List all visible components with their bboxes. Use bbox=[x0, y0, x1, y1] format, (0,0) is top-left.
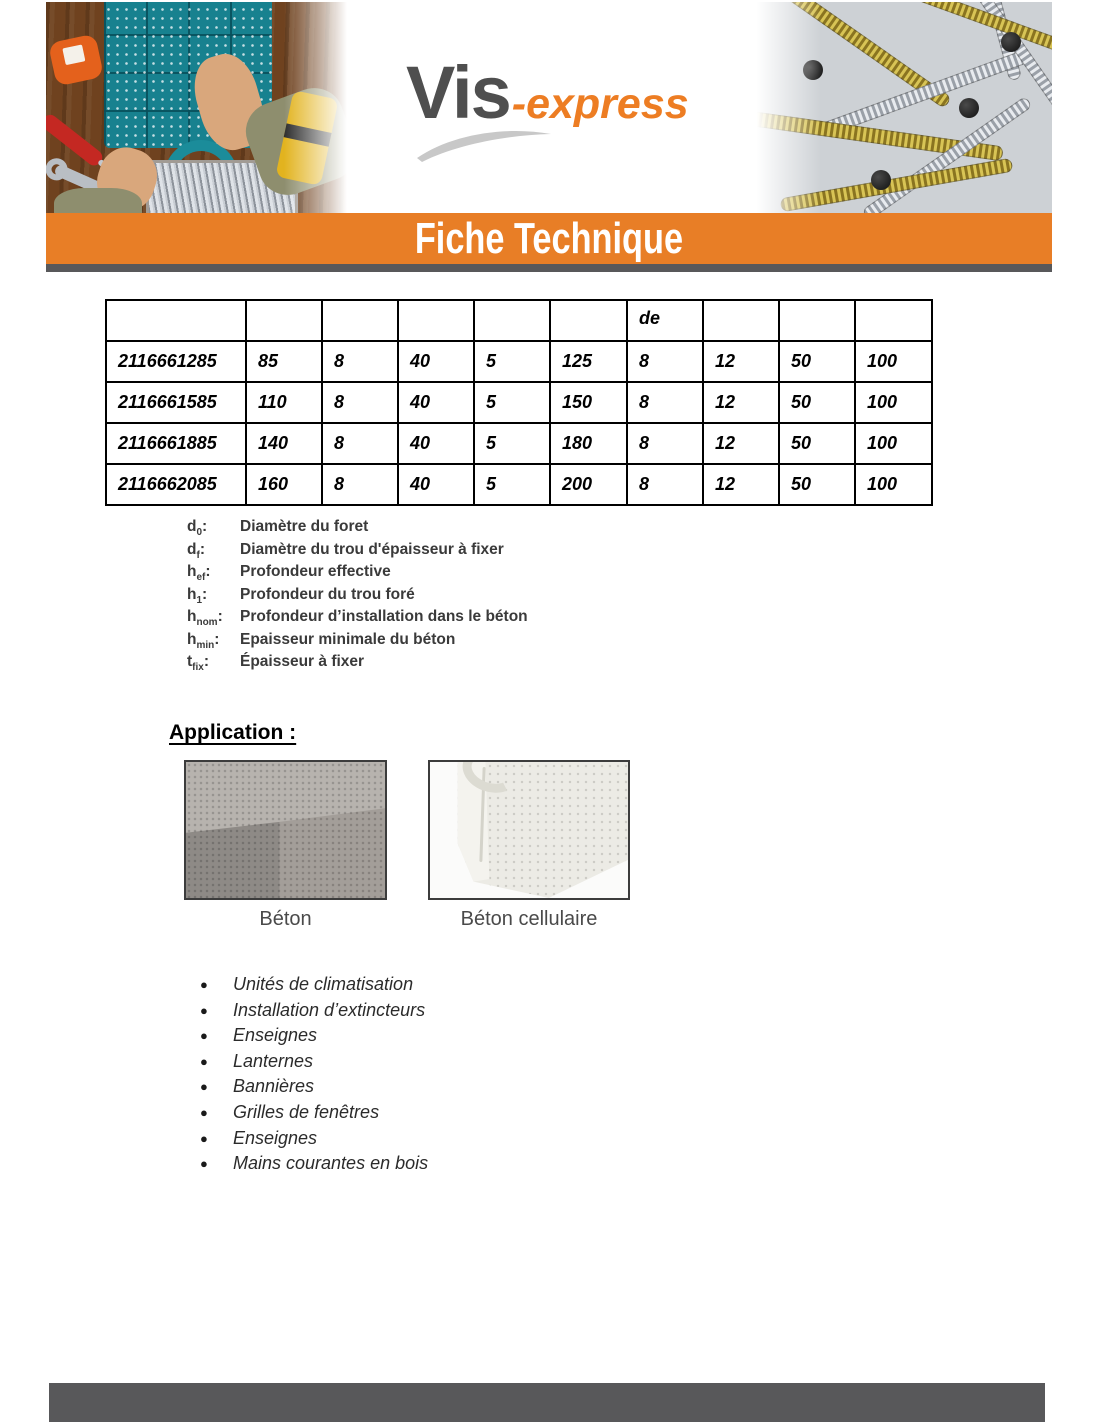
list-item: ● Bannières bbox=[196, 1074, 428, 1100]
table-cell: 40 bbox=[398, 382, 474, 423]
legend-item bbox=[187, 653, 528, 676]
screws-photo bbox=[751, 2, 1052, 213]
table-cell: 40 bbox=[398, 464, 474, 505]
legend-description: Diamètre du trou d'épaisseur à fixer bbox=[240, 540, 504, 558]
screw-head bbox=[959, 98, 979, 118]
table-cell: 8 bbox=[322, 382, 398, 423]
table-cell bbox=[106, 300, 246, 341]
legend-symbol: $h_{nom}$: bbox=[187, 608, 223, 629]
table-row bbox=[106, 341, 932, 382]
table-cell bbox=[550, 300, 627, 341]
table-cell: 12 bbox=[703, 382, 779, 423]
table-cell: 5 bbox=[474, 423, 550, 464]
legend-item bbox=[187, 563, 528, 586]
table-cell: 8 bbox=[322, 464, 398, 505]
screw-head bbox=[1001, 32, 1021, 52]
table-cell: 100 bbox=[855, 423, 932, 464]
vis-express-logo bbox=[354, 0, 751, 213]
table-cell bbox=[322, 300, 398, 341]
table-cell: 8 bbox=[627, 341, 703, 382]
beton-caption: Béton bbox=[259, 908, 312, 930]
table-cell bbox=[779, 300, 855, 341]
legend-item bbox=[187, 518, 528, 541]
tape-measure bbox=[48, 33, 104, 86]
table-cell: 50 bbox=[779, 382, 855, 423]
legend-description: Épaisseur à fixer bbox=[240, 653, 365, 670]
table-cell: 8 bbox=[627, 464, 703, 505]
table-cell: 100 bbox=[855, 382, 932, 423]
table-cell: 5 bbox=[474, 464, 550, 505]
table-cell: 8 bbox=[322, 341, 398, 382]
title-banner bbox=[46, 213, 1052, 264]
legend-symbol: $t_{fix}$: bbox=[187, 653, 210, 674]
table-cell bbox=[703, 300, 779, 341]
table-cell: de bbox=[627, 300, 703, 341]
table-cell: 5 bbox=[474, 341, 550, 382]
logo-swoosh bbox=[414, 122, 554, 164]
table-cell bbox=[398, 300, 474, 341]
list-item: ● Unités de climatisation bbox=[196, 972, 428, 998]
table-cell: 100 bbox=[855, 341, 932, 382]
table-cell: 2116662085 bbox=[106, 464, 246, 505]
logo-text-vis: Vis bbox=[406, 51, 510, 134]
legend-item bbox=[187, 631, 528, 654]
list-item: ● Mains courantes en bois bbox=[196, 1151, 428, 1177]
table-row bbox=[106, 382, 932, 423]
screw-head bbox=[871, 170, 891, 190]
legend-description: Profondeur du trou foré bbox=[240, 585, 415, 603]
symbol-legend bbox=[187, 518, 528, 676]
legend-item bbox=[187, 541, 528, 564]
table-cell: 12 bbox=[703, 423, 779, 464]
table-cell: 180 bbox=[550, 423, 627, 464]
table-cell: 100 bbox=[855, 464, 932, 505]
photo-fade bbox=[751, 2, 821, 213]
table-row bbox=[106, 423, 932, 464]
table-cell: 8 bbox=[322, 423, 398, 464]
spec-table bbox=[105, 299, 933, 506]
page-title: Fiche Technique bbox=[414, 213, 684, 263]
beton-cellulaire-caption: Béton cellulaire bbox=[460, 908, 598, 930]
table-cell: 12 bbox=[703, 464, 779, 505]
table-cell bbox=[246, 300, 322, 341]
legend-description: Diamètre du foret bbox=[240, 518, 369, 535]
table-cell: 2116661285 bbox=[106, 341, 246, 382]
table-cell: 110 bbox=[246, 382, 322, 423]
table-cell: 40 bbox=[398, 423, 474, 464]
table-cell: 5 bbox=[474, 382, 550, 423]
list-item: ● Enseignes bbox=[196, 1126, 428, 1152]
list-item: ● Installation d’extincteurs bbox=[196, 998, 428, 1024]
list-item: ● Lanternes bbox=[196, 1049, 428, 1075]
table-cell: 150 bbox=[550, 382, 627, 423]
table-cell bbox=[474, 300, 550, 341]
table-cell bbox=[855, 300, 932, 341]
table-cell: 140 bbox=[246, 423, 322, 464]
banner-underline bbox=[46, 264, 1052, 272]
table-cell: 8 bbox=[627, 423, 703, 464]
legend-symbol: $h_1$: bbox=[187, 585, 208, 606]
table-cell: 8 bbox=[627, 382, 703, 423]
table-row bbox=[106, 464, 932, 505]
legend-symbol: $h_{min}$: bbox=[187, 630, 220, 651]
table-cell: 40 bbox=[398, 341, 474, 382]
list-item: ● Enseignes bbox=[196, 1023, 428, 1049]
header-collage bbox=[46, 0, 1052, 213]
legend-item bbox=[187, 586, 528, 609]
legend-description: Epaisseur minimale du béton bbox=[240, 630, 456, 648]
legend-symbol: $h_{ef}$: bbox=[187, 563, 211, 584]
photo-fade bbox=[284, 2, 354, 213]
application-list bbox=[196, 972, 428, 1177]
table-cell: 50 bbox=[779, 341, 855, 382]
beton-image bbox=[184, 760, 387, 900]
table-cell: 50 bbox=[779, 464, 855, 505]
legend-symbol: $d_0$: bbox=[187, 518, 208, 539]
footer-bar bbox=[49, 1383, 1045, 1422]
legend-symbol: $d_f$: bbox=[187, 540, 205, 561]
table-cell: 125 bbox=[550, 341, 627, 382]
list-item: ● Grilles de fenêtres bbox=[196, 1100, 428, 1126]
logo-text-express: -express bbox=[511, 80, 689, 128]
table-header-row bbox=[106, 300, 932, 341]
table-cell: 2116661585 bbox=[106, 382, 246, 423]
legend-description: Profondeur effective bbox=[240, 563, 391, 580]
table-cell: 160 bbox=[246, 464, 322, 505]
table-cell: 200 bbox=[550, 464, 627, 505]
application-heading: Application : bbox=[169, 721, 297, 744]
legend-item bbox=[187, 608, 528, 631]
beton-cellulaire-image bbox=[428, 760, 630, 900]
table-cell: 12 bbox=[703, 341, 779, 382]
table-cell: 85 bbox=[246, 341, 322, 382]
sleeve bbox=[54, 188, 142, 213]
table-cell: 2116661885 bbox=[106, 423, 246, 464]
workbench-photo bbox=[46, 2, 354, 213]
legend-description: Profondeur d’installation dans le béton bbox=[240, 608, 528, 625]
table-cell: 50 bbox=[779, 423, 855, 464]
